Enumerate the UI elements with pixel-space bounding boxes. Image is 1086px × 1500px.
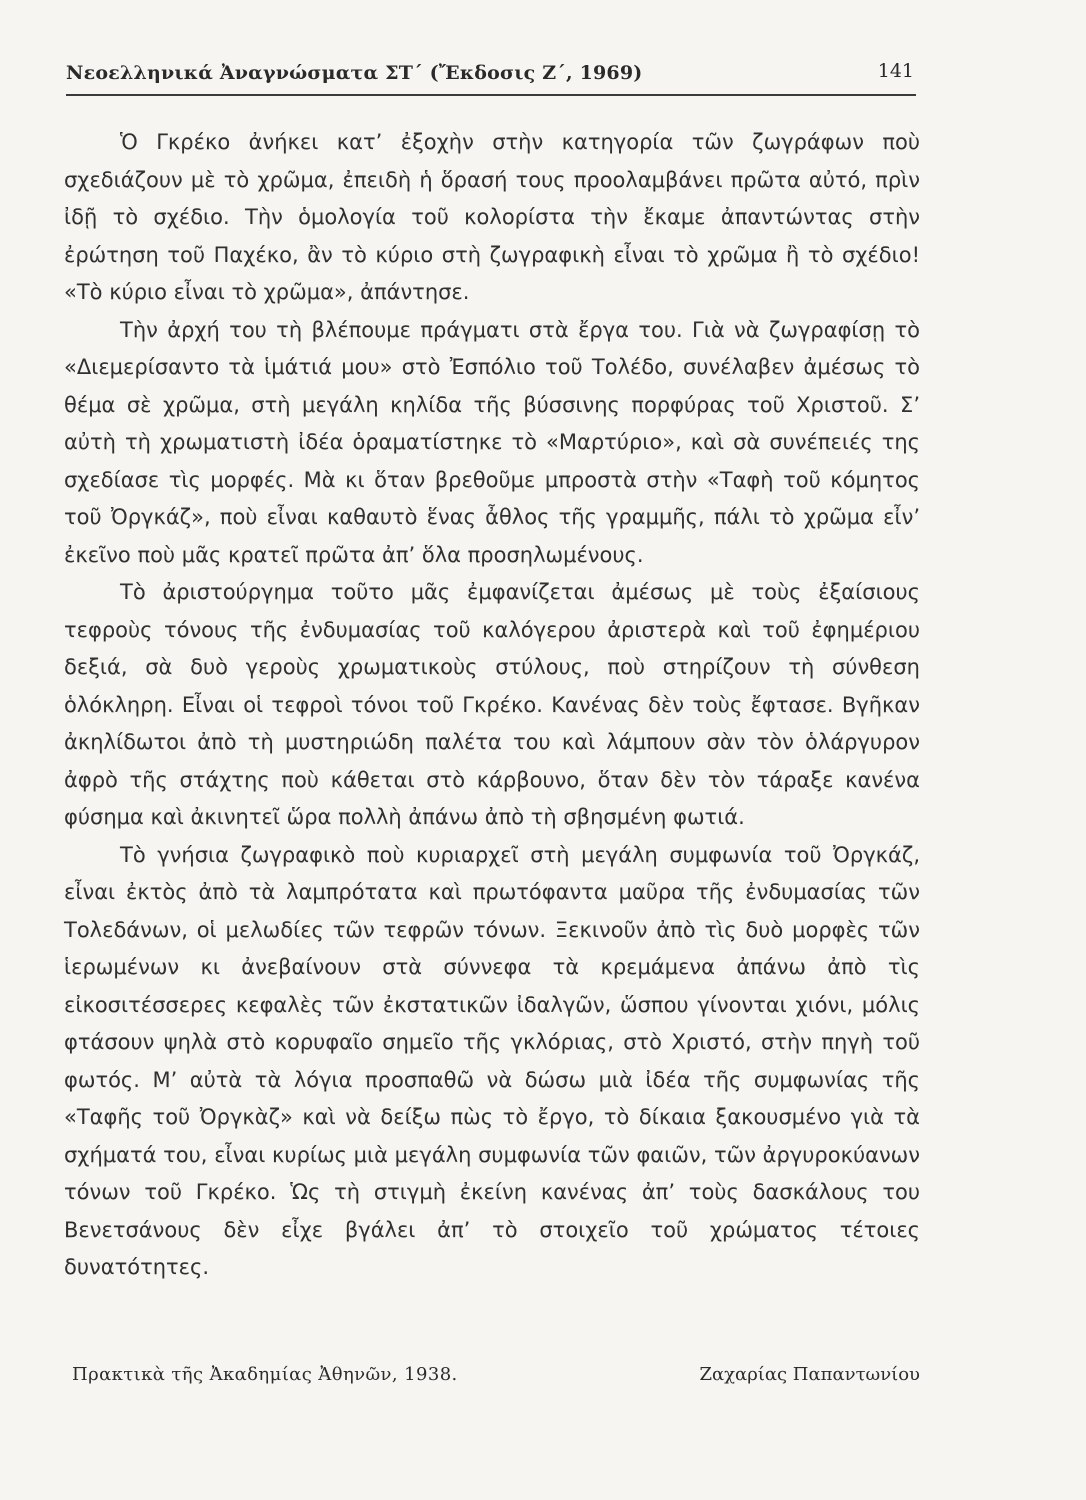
header-rule — [66, 94, 916, 96]
page-number: 141 — [877, 60, 914, 82]
paragraph: Τὴν ἀρχή του τὴ βλέπουμε πράγματι στὰ ἔργα του. Γιὰ νὰ ζωγραφίσῃ τὸ «Διεμερίσαντο τὰ ἱμάτιά μου» στὸ Ἐσπόλιο τοῦ Τολέδο, συνέλαβεν ἀμέσως τὸ θέμα σὲ χρῶμα, στὴ μεγάλη κηλίδα τῆς βύσσινης πορφύρας τοῦ Χριστοῦ. Σ’ αὐτὴ τὴ χρωματιστὴ ἰδέα ὁραματίστηκε τὸ «Μαρτύριο», καὶ σὰ συνέπειές της σχεδίασε τὶς μορφές. Μὰ κι ὅταν βρεθοῦμε μπροστὰ στὴν «Ταφὴ τοῦ κόμητος τοῦ Ὀργκάζ», ποὺ εἶναι καθαυτὸ ἕνας ἆθλος τῆς γραμμῆς, πάλι τὸ χρῶμα εἶν’ ἐκεῖνο ποὺ μᾶς κρατεῖ πρῶτα ἀπ’ ὅλα προσηλωμένους. — [64, 317, 920, 567]
paragraph: Ὁ Γκρέκο ἀνήκει κατ’ ἐξοχὴν στὴν κατηγορία τῶν ζωγράφων ποὺ σχεδιάζουν μὲ τὸ χρῶμα, ἐπειδὴ ἡ ὅρασή τους προολαμβάνει πρῶτα αὐτό, πρὶν ἰδῇ τὸ σχέδιο. Τὴν ὁμολογία τοῦ κολορίστα τὴν ἔκαμε ἀπαντώντας στὴν ἐρώτηση τοῦ Παχέκο, ἂν τὸ κύριο στὴ ζωγραφικὴ εἶναι τὸ χρῶμα ἢ τὸ σχέδιο! «Τὸ κύριο εἶναι τὸ χρῶμα», ἀπάντησε. — [64, 130, 920, 304]
author-name: Ζαχαρίας Παπαντωνίου — [699, 1364, 920, 1385]
running-header — [66, 56, 918, 96]
source-citation: Πρακτικὰ τῆς Ἀκαδημίας Ἀθηνῶν, 1938. — [72, 1364, 458, 1385]
paragraph: Τὸ ἀριστούργημα τοῦτο μᾶς ἐμφανίζεται ἀμέσως μὲ τοὺς ἐξαίσιους τεφροὺς τόνους τῆς ἐνδυμασίας τοῦ καλόγερου ἀριστερὰ καὶ τοῦ ἐφημέριου δεξιά, σὰ δυὸ γεροὺς χρωματικοὺς στύλους, ποὺ στηρίζουν τὴ σύνθεση ὁλόκληρη. Εἶναι οἱ τεφροὶ τόνοι τοῦ Γκρέκο. Κανένας δὲν τοὺς ἔφτασε. Βγῆκαν ἀκηλίδωτοι ἀπὸ τὴ μυστηριώδη παλέτα του καὶ λάμπουν σὰν τὸν ὁλάργυρον ἀφρὸ τῆς στάχτης ποὺ κάθεται στὸ κάρβουνο, ὅταν δὲν τὸν τάραξε κανένα φύσημα καὶ ἀκινητεῖ ὥρα πολλὴ ἀπάνω ἀπὸ τὴ σβησμένη φωτιά. — [64, 580, 920, 829]
source-footer — [72, 1364, 924, 1396]
paragraph: Τὸ γνήσια ζωγραφικὸ ποὺ κυριαρχεῖ στὴ μεγάλη συμφωνία τοῦ Ὀργκάζ, εἶναι ἐκτὸς ἀπὸ τὰ λαμπρότατα καὶ πρωτόφαντα μαῦρα τῆς ἐνδυμασίας τῶν Τολεδάνων, οἱ μελωδίες τῶν τεφρῶν τόνων. Ξεκινοῦν ἀπὸ τὶς δυὸ μορφὲς τῶν ἱερωμένων κι ἀνεβαίνουν στὰ σύννεφα τὰ κρεμάμενα ἀπάνω ἀπὸ τὶς εἰκοσιτέσσερες κεφαλὲς τῶν ἐκστατικῶν ἰδαλγῶν, ὥσπου γίνονται χιόνι, μόλις φτάσουν ψηλὰ στὸ κορυφαῖο σημεῖο τῆς γκλόριας, στὸ Χριστό, στὴν πηγὴ τοῦ φωτός. Μ’ αὐτὰ τὰ λόγια προσπαθῶ νὰ δώσω μιὰ ἰδέα τῆς συμφωνίας τῆς «Ταφῆς τοῦ Ὀργκὰζ» καὶ νὰ δείξω πὼς τὸ ἔργο, τὸ δίκαια ξακουσμένο γιὰ τὰ σχήματά του, εἶναι κυρίως μιὰ μεγάλη συμφωνία τῶν φαιῶν, τῶν ἀργυροκύανων τόνων τοῦ Γκρέκο. Ὡς τὴ στιγμὴ ἐκείνη κανένας ἀπ’ τοὺς δασκάλους του Βενετσάνους δὲν εἶχε βγάλει ἀπ’ τὸ στοιχεῖο τοῦ χρώματος τέτοιες δυνατότητες. — [64, 842, 920, 1279]
article-body — [64, 124, 920, 1287]
header-title: Νεοελληνικά Ἀναγνώσματα ΣΤ΄ (Ἔκδοσις Ζ΄, 1969) — [66, 62, 643, 84]
